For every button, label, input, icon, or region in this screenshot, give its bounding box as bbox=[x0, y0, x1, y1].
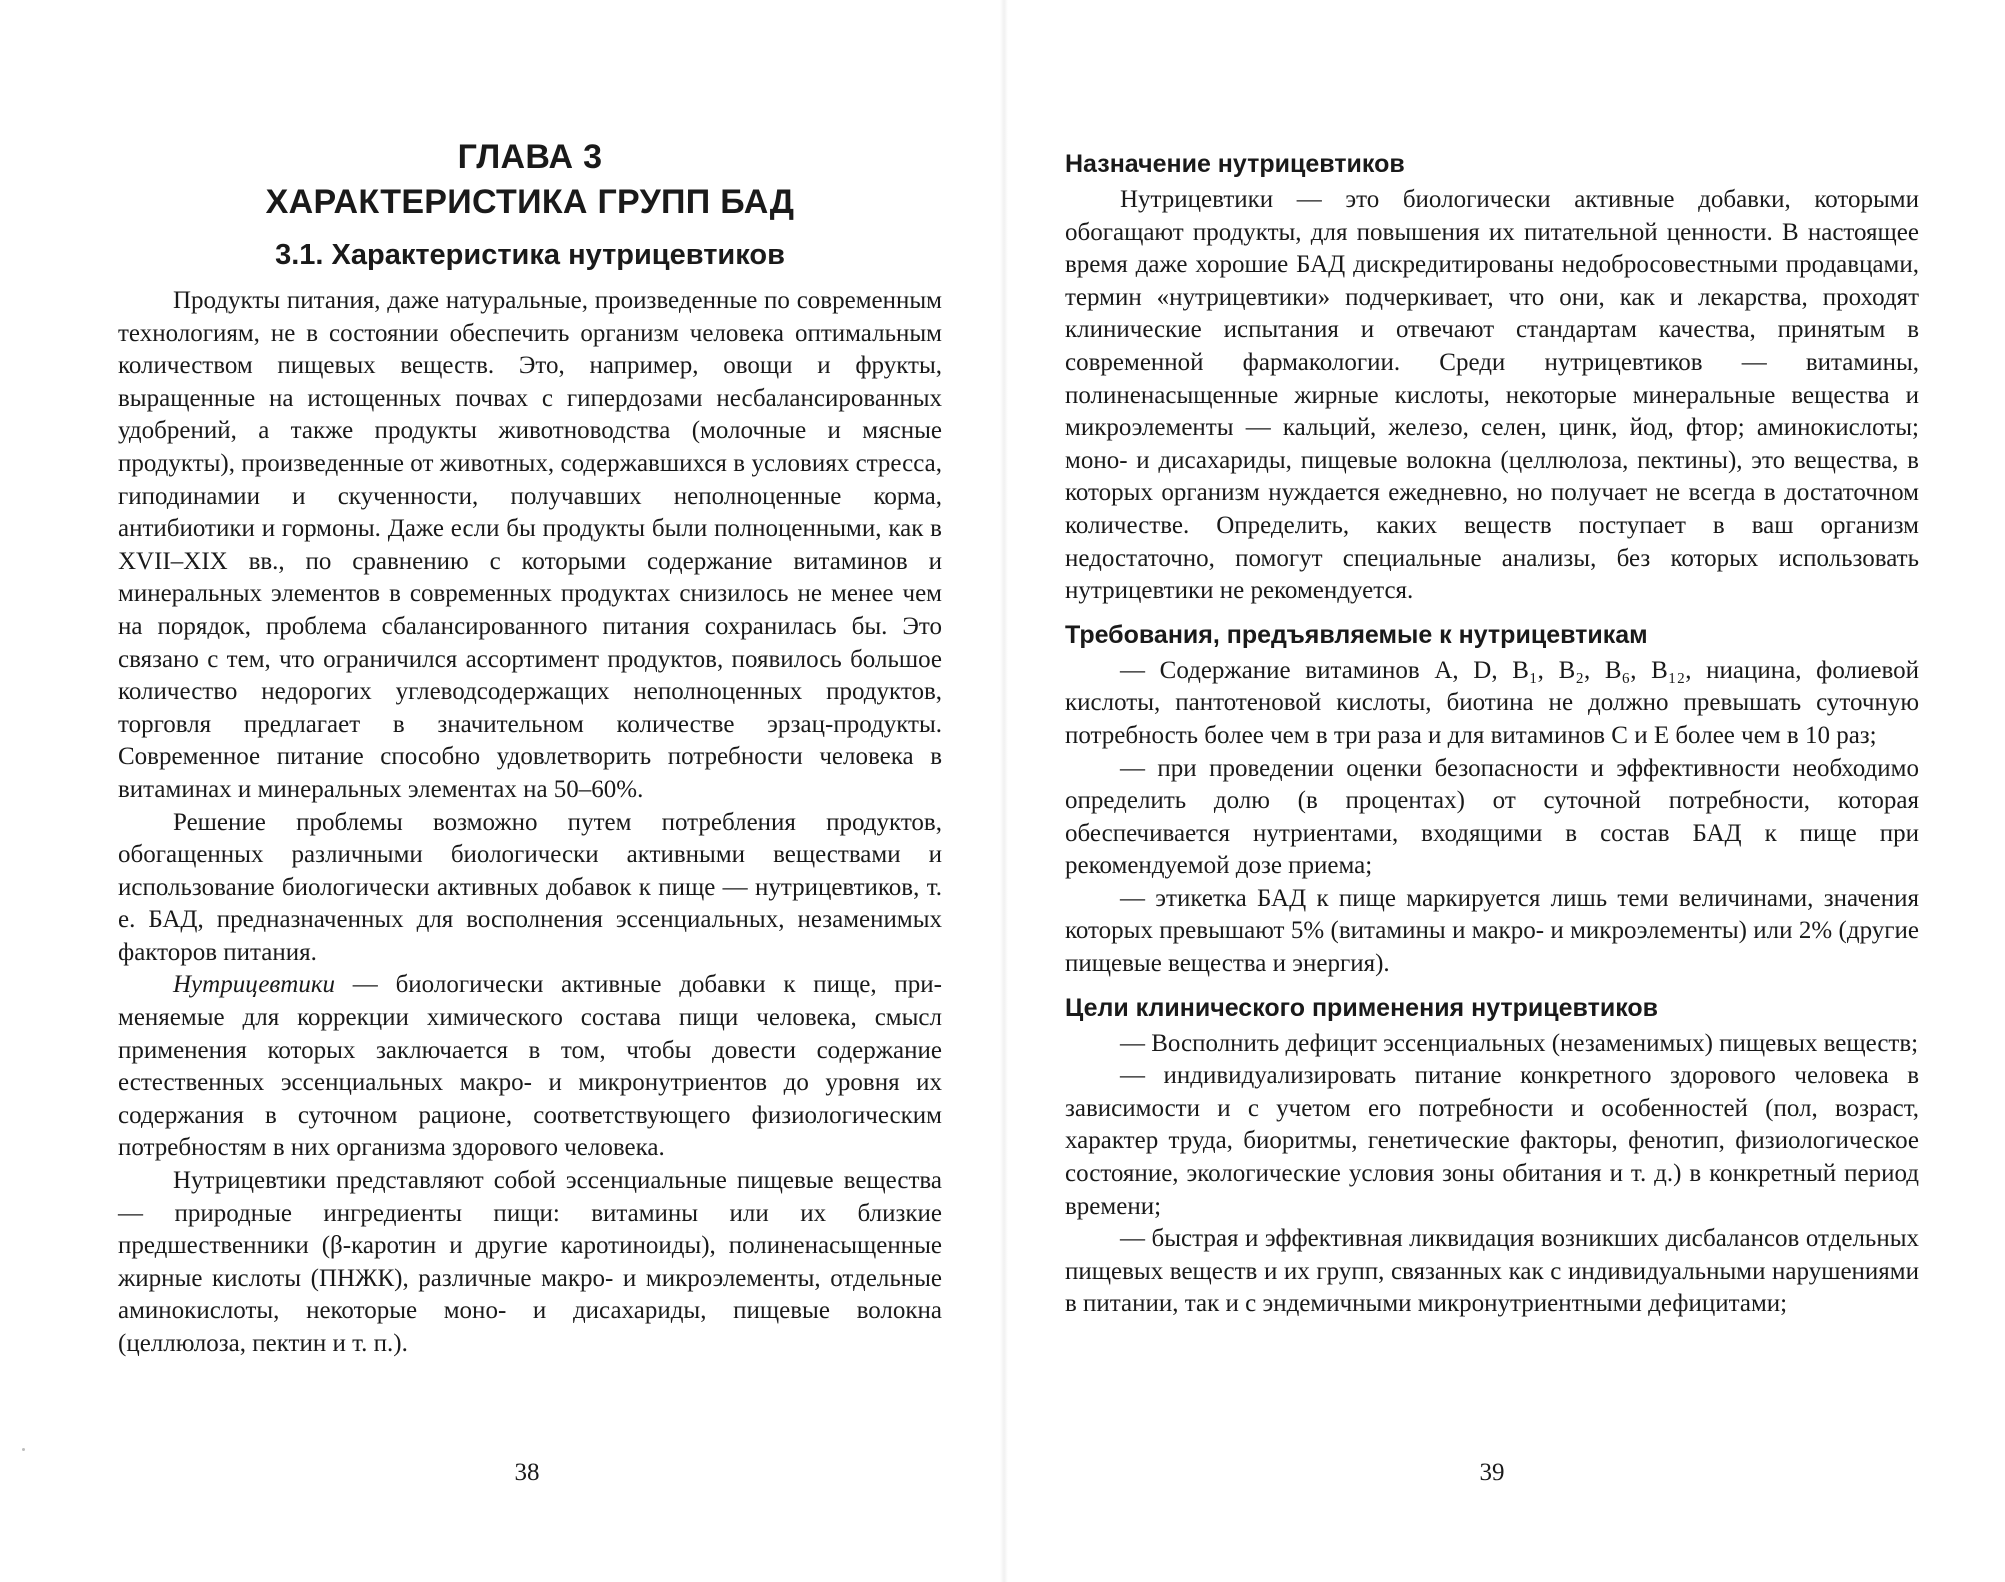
subsection-heading-requirements: Требования, предъявляемые к нутрицевтикам bbox=[1065, 620, 1648, 649]
definition-term: Нутрицевтики bbox=[173, 971, 336, 999]
subsection-heading-purpose: Назначение нутрицевтиков bbox=[1065, 150, 1405, 178]
list-paragraph: — индивидуализировать питание конкретного здорового человека в зависимости и с учетом его потребности и особенностей (пол, возраст, характер труда, биоритмы, генетические факторы, фенотип, физиологическое состояние, экологические условия зоны обитания и т. д.) в конкретный период времени; bbox=[1065, 1062, 1919, 1220]
left-page bbox=[0, 0, 1000, 1582]
body-paragraph: Нутрицевтики представляют собой эссенциальные пищевые вещества — природные ингредиенты пищи: витамины или их близкие предшественники (β-каротин и другие каротиноиды), полиненасыщенные жирные кислоты (ПНЖК), различные макро- и микроэлементы, отдельные аминокислоты, некоторые моно- и дисахариды, пищевые волокна (целлюлоза, пектин и т. п.). bbox=[118, 1167, 942, 1357]
left-page-body bbox=[118, 135, 942, 1361]
chapter-heading bbox=[118, 135, 942, 225]
page-number: 38 bbox=[514, 1459, 540, 1486]
body-paragraph: Решение проблемы возможно путем потребления продуктов, обогащенных различными биологически активными веществами и использование биологически активных добавок к пище — нутрицевтиков, т. е. БАД, предназначенных для восполнения эссенциальных, незаменимых факторов питания. bbox=[118, 808, 942, 966]
right-page bbox=[1008, 0, 2005, 1582]
page-number: 39 bbox=[1479, 1459, 1505, 1486]
book-gutter bbox=[1000, 0, 1008, 1582]
subsection-heading-goals: Цели клинического применения нутрицевтиков bbox=[1065, 993, 1659, 1022]
scan-speck bbox=[22, 1448, 25, 1451]
right-page-body bbox=[1065, 148, 1919, 1321]
body-paragraph: Продукты питания, даже натуральные, произведенные по современным технологиям, не в состоянии обеспечить организм человека оптимальным количеством пищевых веществ. Это, например, овощи и фрукты, выращенные на истощенных почвах с гипердозами несбалансированных удобрений, а также продукты животноводства (молочные и мясные продукты), произведенные от животных, содержавшихся в условиях стресса, гиподинамии и скученности, получавших неполноценные корма, антибиотики и гормоны. Даже если бы продукты были полноценными, как в XVII–XIX вв., по сравнению с которыми содержание витаминов и минеральных элементов в современных продуктах снизилось не менее чем на порядок, проблема сбалансированного питания сохранилась бы. Это связано с тем, что ограничился ассортимент продуктов, появилось большое количество недорогих углеводсодержащих неполноценных продуктов, торговля предлагает в значительном количестве эрзац-продукты. Современное питание способно удовлетворить потребности человека в витаминах и минеральных элементах на 50–60%. bbox=[118, 287, 942, 803]
list-paragraph: — Содержание витаминов A, D, B₁, B₂, B₆, B₁₂, ниацина, фолиевой кислоты, пантотеновой кислоты, биотина не должно превышать суточную потребность более чем в три раза и для витаминов C и E более чем в 10 раз; bbox=[1065, 656, 1919, 749]
list-paragraph: — при проведении оценки безопасности и эффективности необходимо определить долю (в процентах) от суточной потребности, которая обеспечивается нутриентами, входящими в состав БАД к пище при рекомендуемой дозе приема; bbox=[1065, 754, 1919, 880]
list-paragraph: — этикетка БАД к пище маркируется лишь теми величинами, значения которых превышают 5% (витамины и макро- и микроэлементы) или 2% (другие пищевые вещества и энергия). bbox=[1065, 884, 1919, 978]
body-paragraph: Нутрицевтики — это биологически активные добавки, которыми обогащают продукты, для повышения их питательной ценности. В настоящее время даже хорошие БАД дискредитированы недобросовестными продавцами, термин «нутрицевтики» подчеркивает, что они, как и лекарства, проходят клинические испытания и отвечают стандартам качества, принятым в современной фармакологии. Среди нутрицевтиков — витамины, полиненасыщенные жирные кислоты, некоторые минеральные вещества и микроэлементы — кальций, железо, селен, цинк, йод, фтор; аминокислоты; моно- и дисахариды, пищевые волокна (целлюлоза, пектины), это вещества, в которых организм нуждается ежедневно, но получает не всегда в достаточном количестве. Определить, каких веществ поступает в ваш организм недостаточно, помогут специальные анализы, без которых использовать нутрицевтики не рекомендуется. bbox=[1065, 186, 1919, 605]
section-title: 3.1. Характеристика нутрицевтиков bbox=[275, 239, 785, 271]
definition-paragraph bbox=[118, 969, 942, 1165]
chapter-title: ХАРАКТЕРИСТИКА ГРУПП БАД bbox=[265, 183, 795, 221]
list-paragraph: — Восполнить дефицит эссенциальных (незаменимых) пищевых веществ; bbox=[1120, 1029, 1919, 1057]
list-paragraph: — быстрая и эффективная ликвидация возникших дисбалансов отдельных пищевых веществ и их групп, связанных как с индивидуальными нарушениями в питании, так и с эндемичными микронутриентными дефицитами; bbox=[1065, 1225, 1919, 1318]
definition-text: — биологически активные добавки к пище, применяемые для коррекции химического состава пищи человека, смысл применения которых заключается в том, чтобы довести содержание естественных эссенциальных макро- и микронутриентов до уровня их содержания в суточном рационе, соответствующего физиологическим потребностям в них организма здорового человека. bbox=[118, 971, 942, 1162]
chapter-label: ГЛАВА 3 bbox=[457, 138, 603, 176]
